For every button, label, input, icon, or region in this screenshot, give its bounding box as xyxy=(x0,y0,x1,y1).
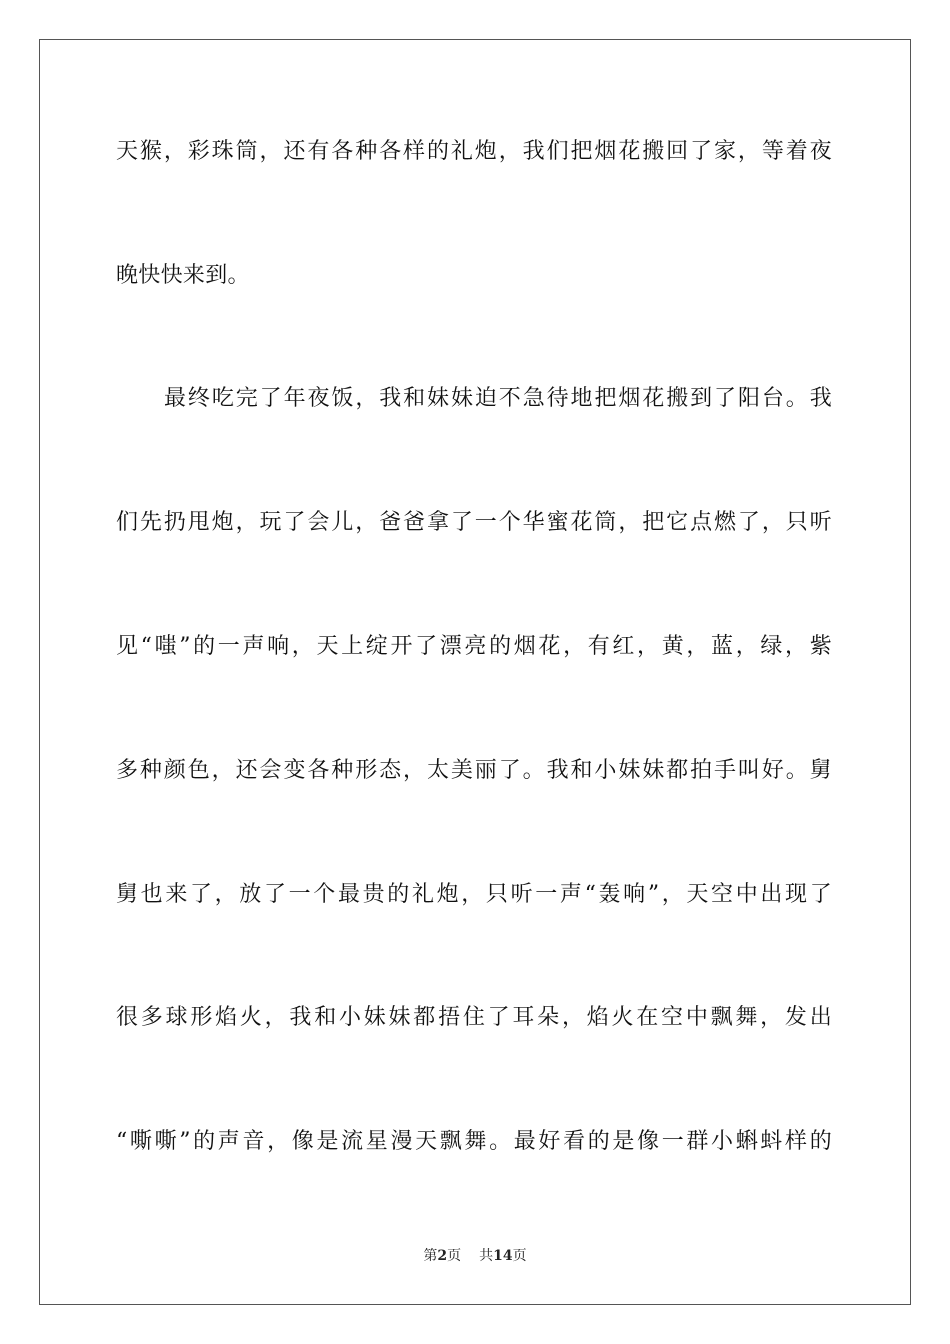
page-number: 2 xyxy=(437,1248,448,1264)
page-footer xyxy=(0,1246,950,1266)
page-suffix: 页 xyxy=(447,1248,462,1264)
total-pages: 14 xyxy=(493,1248,513,1264)
paragraph-line-1: 天猴，彩珠筒，还有各种各样的礼炮，我们把烟花搬回了家，等着夜 xyxy=(116,139,832,164)
paragraph-line-6: 多种颜色，还会变各种形态，太美丽了。我和小妹妹都拍手叫好。舅 xyxy=(116,758,832,783)
paragraph-line-3: 最终吃完了年夜饭，我和妹妹迫不急待地把烟花搬到了阳台。我 xyxy=(164,386,832,411)
page-prefix: 第 xyxy=(423,1248,438,1264)
total-prefix: 共 xyxy=(479,1248,494,1264)
paragraph-line-7: 舅也来了，放了一个最贵的礼炮，只听一声“轰响”，天空中出现了 xyxy=(116,882,832,907)
paragraph-line-4: 们先扔甩炮，玩了会儿，爸爸拿了一个华蜜花筒，把它点燃了，只听 xyxy=(116,510,832,535)
page-border xyxy=(39,39,911,1305)
total-suffix: 页 xyxy=(512,1248,527,1264)
paragraph-line-9: “嘶嘶”的声音，像是流星漫天飘舞。最好看的是像一群小蝌蚪样的 xyxy=(116,1129,832,1154)
paragraph-line-5: 见“嗤”的一声响，天上绽开了漂亮的烟花，有红，黄，蓝，绿，紫 xyxy=(116,634,832,659)
paragraph-line-8: 很多球形焰火，我和小妹妹都捂住了耳朵，焰火在空中飘舞，发出 xyxy=(116,1005,832,1030)
paragraph-line-2: 晚快快来到。 xyxy=(116,263,250,288)
